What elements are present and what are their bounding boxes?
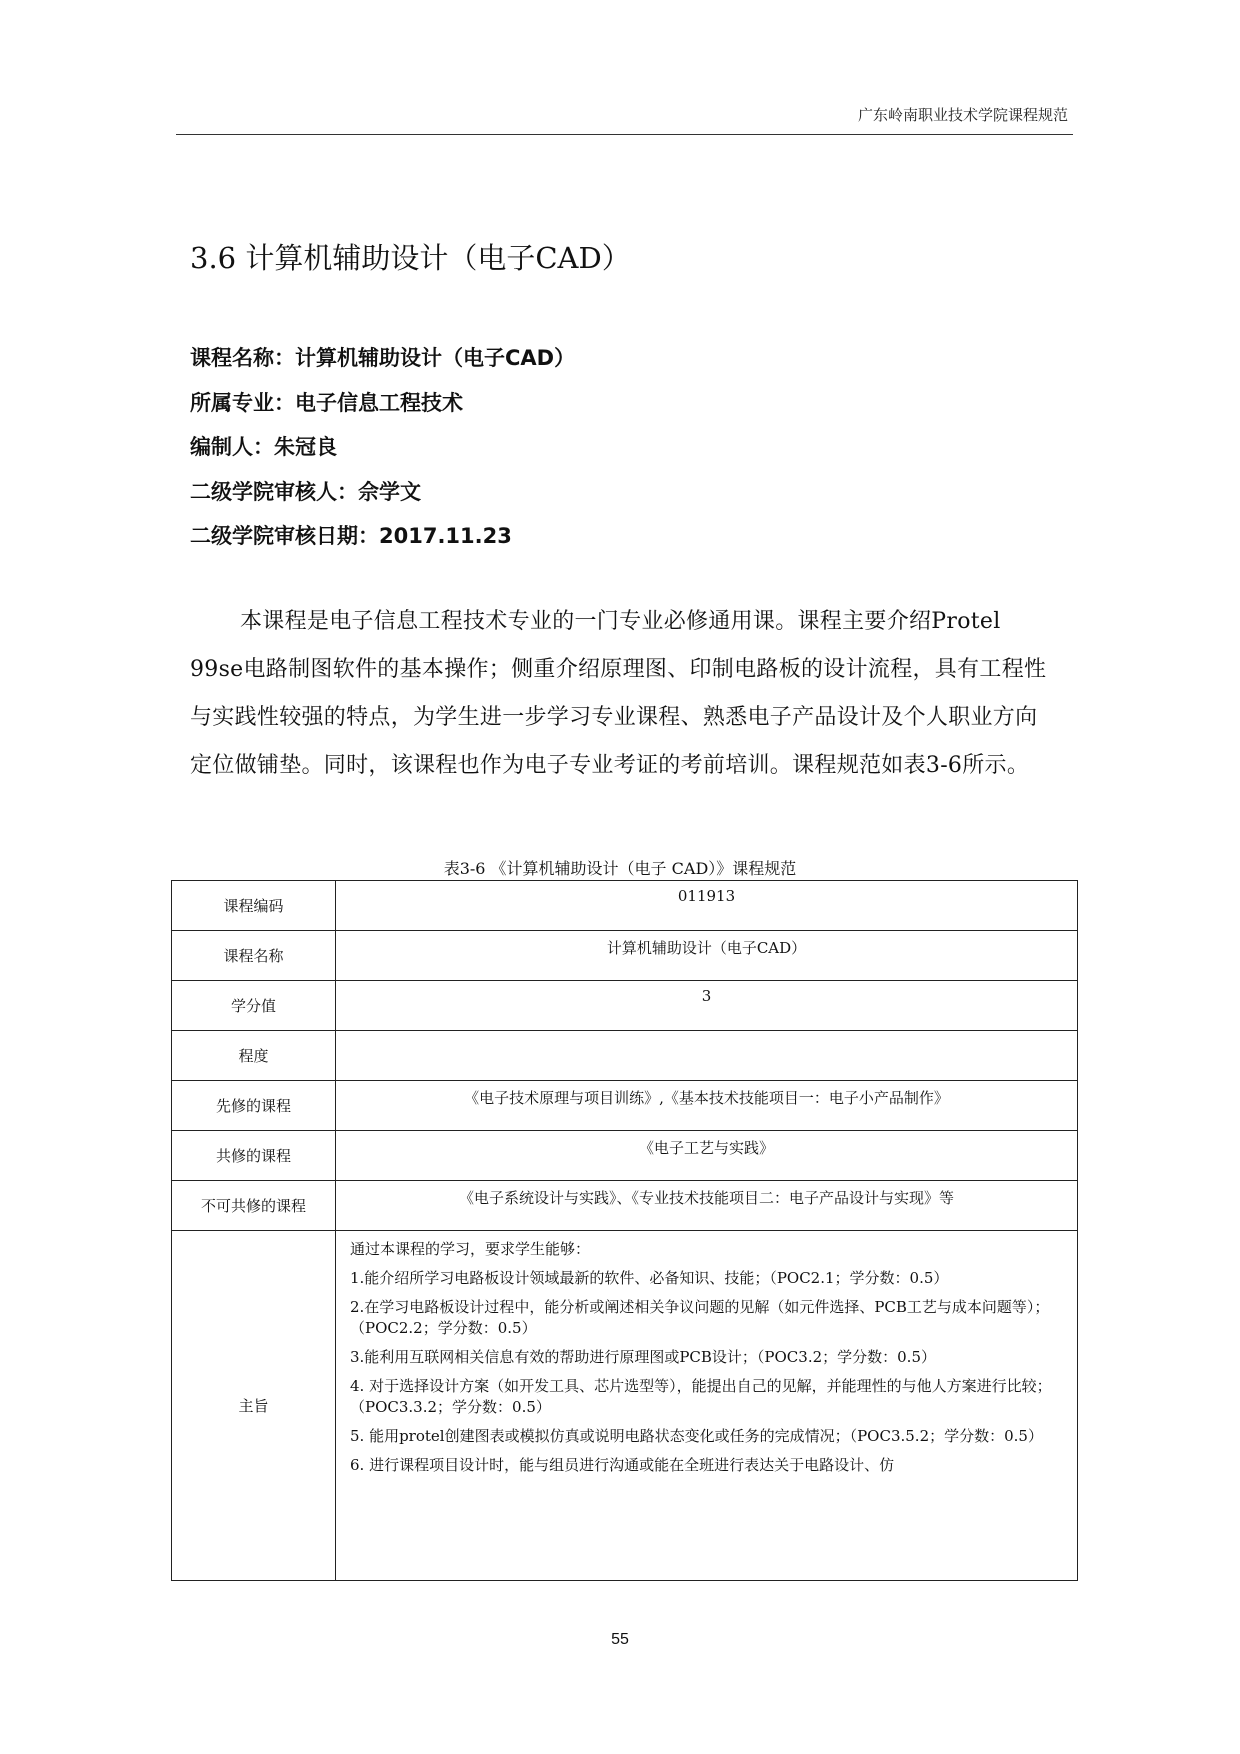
meta-reviewer: 二级学院审核人：佘学文 (190, 479, 421, 504)
row-label: 不可共修的课程 (172, 1181, 336, 1231)
section-title: 3.6 计算机辅助设计（电子CAD） (190, 241, 631, 275)
header-rule (176, 134, 1073, 135)
table-row (172, 1131, 1078, 1181)
row-value: 011913 (336, 881, 1078, 931)
row-label: 共修的课程 (172, 1131, 336, 1181)
aims-content (336, 1231, 1078, 1581)
running-header: 广东岭南职业技术学院课程规范 (857, 106, 1068, 124)
course-meta (190, 336, 575, 559)
aim-item: 3.能利用互联网相关信息有效的帮助进行原理图或PCB设计；（POC3.2；学分数：0.5） (350, 1348, 936, 1366)
intro-paragraph: 本课程是电子信息工程技术专业的一门专业必修通用课。课程主要介绍Protel 99se电路制图软件的基本操作；侧重介绍原理图、印制电路板的设计流程，具有工程性与实践性较强的特点，为学生进一步学习专业课程、熟悉电子产品设计及个人职业方向定位做铺垫。同时，该课程也作为电子专业考证的考前培训。课程规范如表3-6所示。 (190, 609, 1047, 778)
row-value (336, 1031, 1078, 1081)
aims-intro: 通过本课程的学习，要求学生能够： (350, 1240, 591, 1258)
aim-item: 4. 对于选择设计方案（如开发工具、芯片选型等），能提出自己的见解，并能理性的与他人方案进行比较； （POC3.3.2；学分数：0.5） (350, 1377, 1060, 1416)
aim-item: 6. 进行课程项目设计时，能与组员进行沟通或能在全班进行表达关于电路设计、仿 (350, 1456, 895, 1474)
row-label: 学分值 (172, 981, 336, 1031)
row-label: 课程编码 (172, 881, 336, 931)
table-caption: 表3-6 《计算机辅助设计（电子 CAD）》课程规范 (443, 859, 797, 878)
meta-course-name: 课程名称：计算机辅助设计（电子CAD） (190, 346, 576, 370)
row-value: 《电子技术原理与项目训练》,《基本技术技能项目一：电子小产品制作》 (336, 1081, 1078, 1131)
aims-row (172, 1231, 1078, 1581)
table-row (172, 931, 1078, 981)
meta-major: 所属专业：电子信息工程技术 (190, 390, 463, 415)
table-row (172, 881, 1078, 931)
row-value: 计算机辅助设计（电子CAD） (336, 931, 1078, 981)
row-label: 课程名称 (172, 931, 336, 981)
row-value: 《电子系统设计与实践》、《专业技术技能项目二：电子产品设计与实现》等 (336, 1181, 1078, 1231)
page-number: 55 (611, 1631, 629, 1648)
course-spec-table (171, 880, 1078, 1581)
aim-item: 5. 能用protel创建图表或模拟仿真或说明电路状态变化或任务的完成情况；（POC3.5.2；学分数：0.5） (350, 1427, 1043, 1445)
table-row (172, 1031, 1078, 1081)
aim-item: 1.能介绍所学习电路板设计领域最新的软件、必备知识、技能；（POC2.1；学分数：0.5） (350, 1269, 949, 1287)
aims-label: 主旨 (172, 1231, 336, 1581)
table-row (172, 1081, 1078, 1131)
row-label: 程度 (172, 1031, 336, 1081)
aim-item: 2.在学习电路板设计过程中，能分析或阐述相关争议问题的见解（如元件选择、PCB工艺与成本问题等）；（POC2.2；学分数：0.5） (350, 1298, 1050, 1337)
row-value: 3 (336, 981, 1078, 1031)
table-row (172, 1181, 1078, 1231)
table-row (172, 981, 1078, 1031)
row-value: 《电子工艺与实践》 (336, 1131, 1078, 1181)
meta-author: 编制人：朱冠良 (190, 435, 337, 459)
row-label: 先修的课程 (172, 1081, 336, 1131)
meta-review-date: 二级学院审核日期：2017.11.23 (190, 524, 512, 548)
